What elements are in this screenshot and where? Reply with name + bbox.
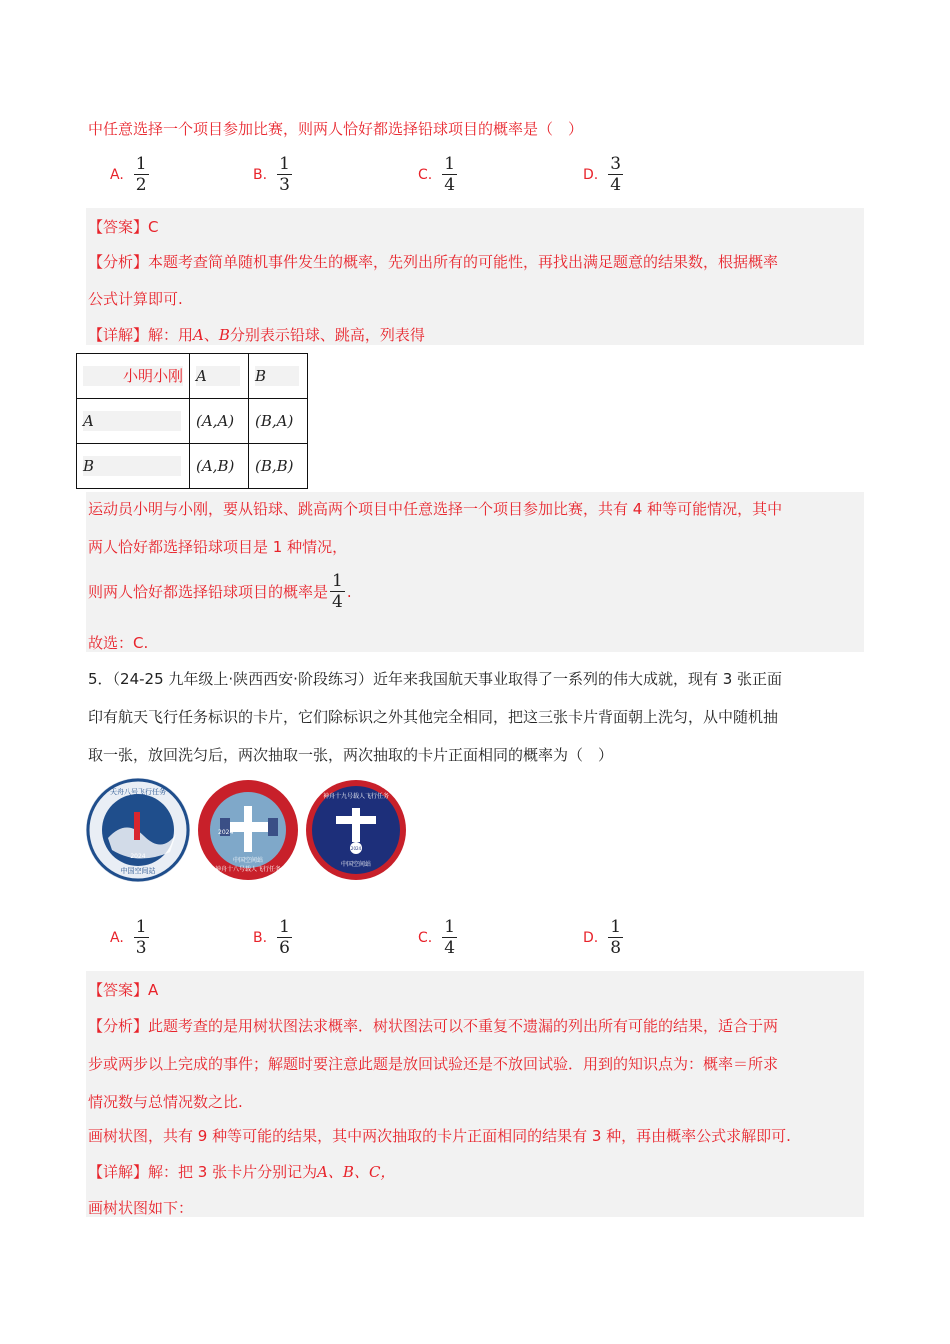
option-letter: D. (583, 166, 599, 183)
svg-text:中国空间站: 中国空间站 (120, 867, 156, 875)
q4-option-c[interactable] (418, 155, 457, 194)
table-row-header: B (77, 444, 190, 489)
q4-probability-line: 则两人恰好都选择铅球项目的概率是 $\frac{1}{4}$ . (88, 571, 352, 612)
option-letter: D. (583, 929, 599, 946)
q5-analysis-line4: 画树状图，共有 9 种等可能的结果，其中两次抽取的卡片正面相同的结果有 3 种，再由概率公式求解即可. (88, 1127, 791, 1145)
option-fraction: $\frac{1}{3}$ (135, 917, 147, 958)
q4-choice: 故选：C. (88, 634, 149, 652)
q5-detail: 【详解】解：把 3 张卡片分别记为A、B、C， (88, 1163, 396, 1181)
svg-text:中国空间站: 中国空间站 (340, 861, 372, 868)
q5-option-d[interactable] (583, 918, 623, 957)
table-corner: 小明小刚 (77, 354, 190, 399)
option-letter: A. (110, 166, 124, 183)
q5-stem-line1: 5．（24-25 九年级上·陕西西安·阶段练习）近年来我国航天事业取得了一系列的伟大成就，现有 3 张正面 (88, 670, 783, 688)
q4-option-a[interactable] (110, 155, 149, 194)
table-row-header: A (77, 399, 190, 444)
svg-text:2024: 2024 (218, 829, 234, 836)
table-cell: (B,A) (249, 399, 308, 444)
q4-analysis-line2: 公式计算即可. (88, 290, 183, 308)
table-cell: (A,B) (190, 444, 249, 489)
option-fraction: $\frac{1}{4}$ (444, 917, 456, 958)
q5-option-b[interactable] (253, 918, 292, 957)
svg-text:天舟八号飞行任务: 天舟八号飞行任务 (110, 788, 166, 796)
q4-option-d[interactable] (583, 155, 623, 194)
table-col-header: A (190, 354, 249, 399)
table-col-header: B (249, 354, 308, 399)
option-fraction: $\frac{3}{4}$ (610, 154, 622, 195)
q5-stem-line2: 印有航天飞行任务标识的卡片，它们除标识之外其他完全相同，把这三张卡片背面朝上洗匀，从中随机抽 (88, 708, 779, 726)
option-fraction: $\frac{1}{2}$ (135, 154, 147, 195)
svg-text:2024: 2024 (350, 846, 362, 851)
mission-badge-3 (304, 778, 408, 882)
option-letter: B. (253, 929, 268, 946)
q4-explain-line2: 两人恰好都选择铅球项目是 1 种情况， (88, 538, 348, 556)
q5-analysis-line1: 【分析】此题考查的是用树状图法求概率．树状图法可以不重复不遗漏的列出所有可能的结果，适合于两 (88, 1017, 779, 1035)
mission-badge-2 (196, 778, 300, 882)
option-fraction: $\frac{1}{6}$ (279, 917, 290, 958)
svg-text:2024: 2024 (130, 853, 146, 860)
table-cell: (A,A) (190, 399, 249, 444)
q5-analysis-line2: 步或两步以上完成的事件；解题时要注意此题是放回试验还是不放回试验．用到的知识点为：概率＝所求 (88, 1055, 779, 1073)
svg-text:神舟十九号载人飞行任务: 神舟十九号载人飞行任务 (322, 793, 390, 800)
option-letter: C. (418, 166, 433, 183)
q4-analysis-line1: 【分析】本题考查简单随机事件发生的概率，先列出所有的可能性，再找出满足题意的结果数，根据概率 (88, 253, 779, 271)
table-cell: (B,B) (249, 444, 308, 489)
q4-stem-tail: 中任意选择一个项目参加比赛，则两人恰好都选择铅球项目的概率是（ ） (88, 120, 584, 138)
option-letter: C. (418, 929, 433, 946)
q5-option-c[interactable] (418, 918, 457, 957)
option-fraction: $\frac{1}{4}$ (444, 154, 456, 195)
option-fraction: $\frac{1}{8}$ (610, 917, 622, 958)
svg-text:神舟十八号载人飞行任务: 神舟十八号载人飞行任务 (214, 866, 282, 873)
svg-text:中国空间站: 中国空间站 (232, 857, 264, 864)
q4-detail: 【详解】解：用A、B分别表示铅球、跳高，列表得 (88, 326, 425, 344)
outcome-table (76, 353, 308, 489)
q4-option-b[interactable] (253, 155, 292, 194)
q5-tree-line: 画树状图如下： (88, 1199, 194, 1217)
q5-answer: 【答案】A (88, 981, 159, 999)
mission-badge-1 (86, 778, 190, 882)
option-letter: B. (253, 166, 268, 183)
q5-analysis-line3: 情况数与总情况数之比. (88, 1093, 243, 1111)
option-fraction: $\frac{1}{3}$ (279, 154, 290, 195)
q4-answer: 【答案】C (88, 218, 159, 236)
q5-option-a[interactable] (110, 918, 149, 957)
q5-stem-line3: 取一张，放回洗匀后，两次抽取一张，两次抽取的卡片正面相同的概率为（ ） (88, 746, 614, 764)
option-letter: A. (110, 929, 124, 946)
q4-explain-line1: 运动员小明与小刚，要从铅球、跳高两个项目中任意选择一个项目参加比赛，共有 4 种等可能情况，其中 (88, 500, 783, 518)
